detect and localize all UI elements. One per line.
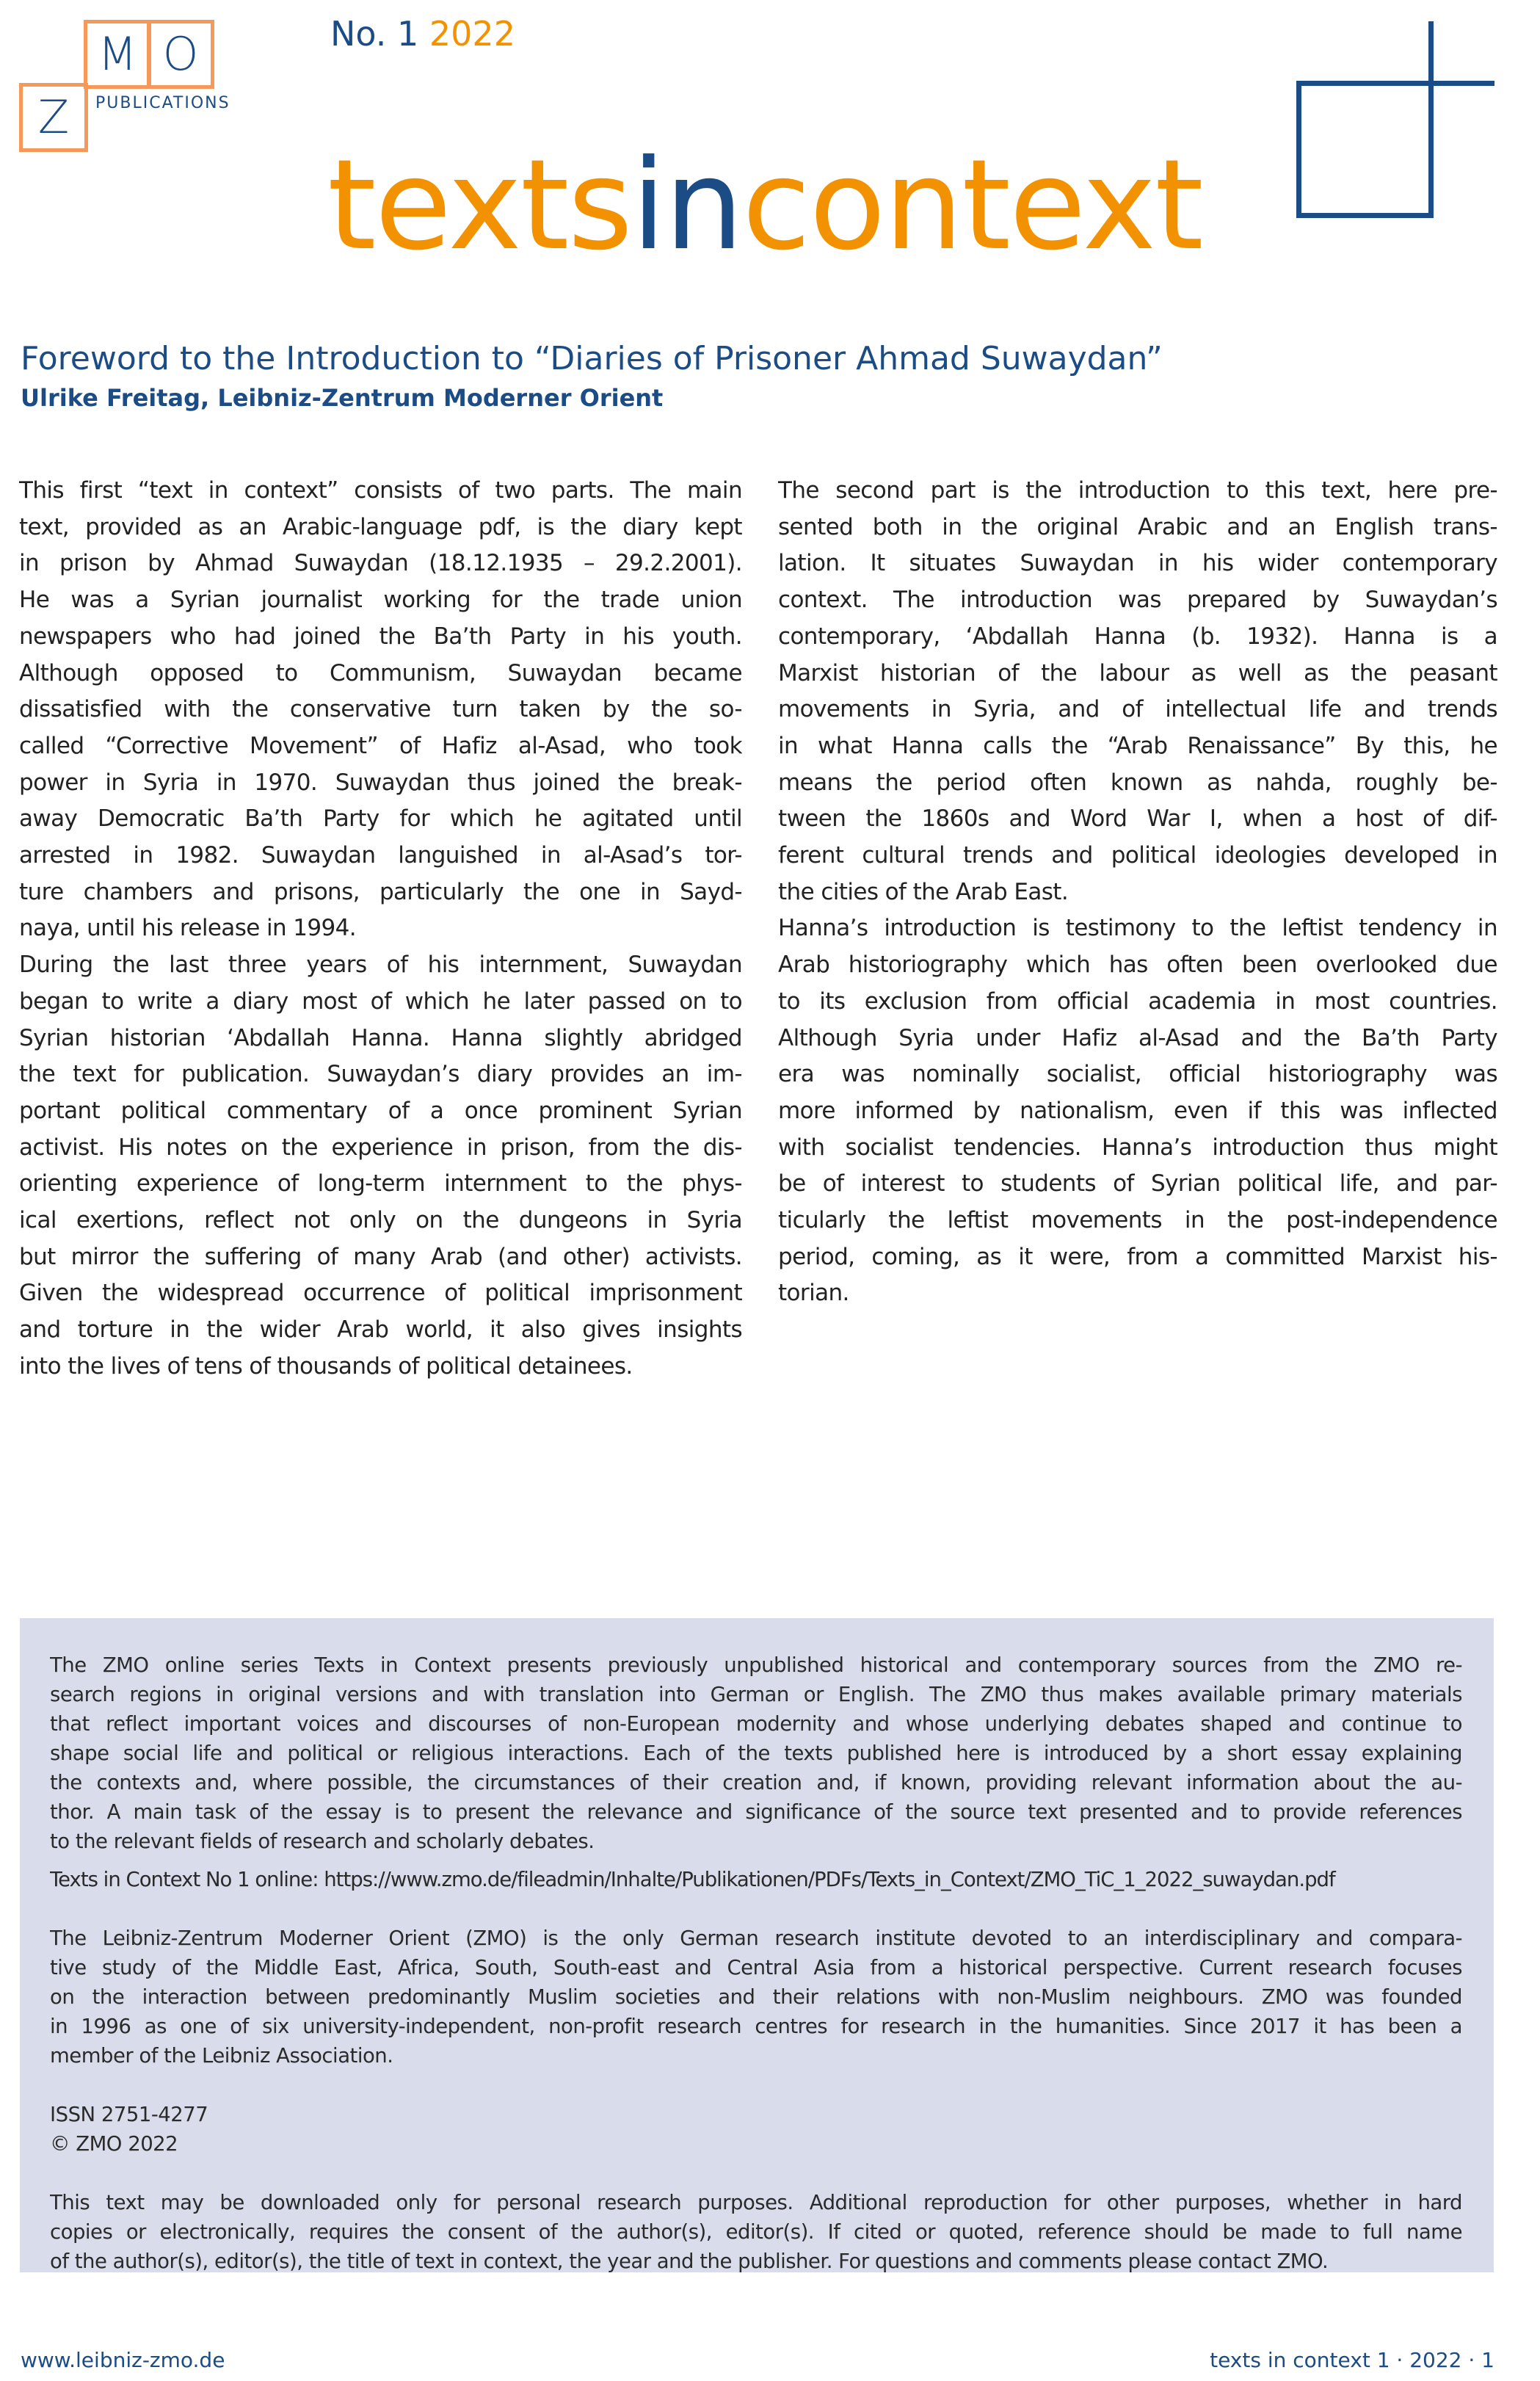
- info-box-content: [50, 1650, 1462, 2276]
- info-text-line: that reflect important voices and discourses of non-European modernity and whose underlying debates shaped and continue to: [50, 1712, 1462, 1736]
- issn: ISSN 2751-4277: [50, 2103, 208, 2126]
- issue-year: 2022: [429, 14, 515, 54]
- info-text-line: thor. A main task of the essay is to present the relevance and significance of the source text presented and to provide references: [50, 1800, 1462, 1824]
- body-text-line: Arab historiography which has often been overlooked due: [778, 952, 1497, 979]
- body-text-line: context. The introduction was prepared by Suwaydan’s: [778, 587, 1497, 614]
- corner-square-icon: [1248, 15, 1512, 228]
- issue-number: No. 1: [330, 14, 419, 54]
- body-text-line: lation. It situates Suwaydan in his wider contemporary: [778, 550, 1497, 577]
- body-text-line: period, coming, as it were, from a committed Marxist his-: [778, 1243, 1497, 1270]
- body-text-line: portant political commentary of a once prominent Syrian: [19, 1097, 742, 1124]
- footer-page-label: texts in context 1 · 2022 · 1: [1210, 2348, 1494, 2372]
- body-text-line: The second part is the introduction to this text, here pre-: [778, 477, 1497, 504]
- body-text-line: more informed by nationalism, even if this was inflected: [778, 1097, 1497, 1124]
- body-text-line: away Democratic Ba’th Party for which he agitated until: [19, 805, 742, 833]
- body-text-line: dissatisfied with the conservative turn taken by the so-: [19, 696, 742, 723]
- body-text-line: This first “text in context” consists of two parts. The main: [19, 477, 742, 504]
- logo-box-z: [19, 83, 88, 152]
- info-text-line: of the author(s), editor(s), the title of text in context, the year and the publisher. For questions and comments please contact ZMO.: [50, 2250, 1329, 2273]
- online-link-line: [50, 1865, 1462, 1894]
- body-column-right: [778, 473, 1497, 1312]
- body-text-line: ticularly the leftist movements in the post-independence: [778, 1207, 1497, 1234]
- body-text-line: During the last three years of his internment, Suwaydan: [19, 952, 742, 979]
- body-text-line: be of interest to students of Syrian political life, and par-: [778, 1170, 1497, 1197]
- body-text-line: Marxist historian of the labour as well as the peasant: [778, 659, 1497, 686]
- footer-website-link[interactable]: www.leibniz-zmo.de: [21, 2348, 225, 2372]
- body-text-line: newspapers who had joined the Ba’th Party in his youth.: [19, 623, 742, 650]
- body-text-line: activist. His notes on the experience in prison, from the dis-: [19, 1134, 742, 1161]
- body-text-line: ferent cultural trends and political ideologies developed in: [778, 842, 1497, 869]
- wordmark-in: in: [631, 133, 743, 278]
- info-text-line: member of the Leibniz Association.: [50, 2044, 393, 2067]
- wordmark-texts: texts: [327, 133, 632, 278]
- logo-letter-z: Z: [37, 90, 70, 144]
- info-text-line: tive study of the Middle East, Africa, South, South-east and Central Asia from a historical perspective. Current research focuses: [50, 1956, 1462, 1979]
- body-text-line: He was a Syrian journalist working for the trade union: [19, 587, 742, 614]
- body-text-line: Syrian historian ‘Abdallah Hanna. Hanna slightly abridged: [19, 1024, 742, 1051]
- body-column-left: [19, 473, 742, 1385]
- body-text-line: to its exclusion from official academia in most countries.: [778, 987, 1497, 1015]
- body-text-line: the text for publication. Suwaydan’s diary provides an im-: [19, 1061, 742, 1088]
- body-text-line: means the period often known as nahda, roughly be-: [778, 769, 1497, 796]
- copyright: © ZMO 2022: [50, 2132, 178, 2156]
- body-text-line: Although opposed to Communism, Suwaydan became: [19, 659, 742, 686]
- wordmark-context: context: [742, 133, 1202, 278]
- zmo-description: [50, 1924, 1462, 2070]
- body-text-line: torian.: [778, 1280, 849, 1307]
- body-text-line: tween the 1860s and Word War I, when a host of dif-: [778, 805, 1497, 833]
- body-text-line: arrested in 1982. Suwaydan languished in al-Asad’s tor-: [19, 842, 742, 869]
- info-text-line: This text may be downloaded only for personal research purposes. Additional reproduction for other purposes, whether in hard: [50, 2191, 1462, 2214]
- series-description: [50, 1650, 1462, 1856]
- body-text-line: in what Hanna calls the “Arab Renaissance” By this, he: [778, 732, 1497, 759]
- body-text-line: in prison by Ahmad Suwaydan (18.12.1935 – 29.2.2001).: [19, 550, 742, 577]
- body-text-line: Given the widespread occurrence of political imprisonment: [19, 1280, 742, 1307]
- body-text-line: text, provided as an Arabic-language pdf, is the diary kept: [19, 513, 742, 540]
- info-text-line: search regions in original versions and with translation into German or English. The ZMO thus makes available primary materials: [50, 1683, 1462, 1706]
- logo-letter-m: M: [98, 27, 137, 81]
- info-text-line: copies or electronically, requires the consent of the author(s), editor(s). If cited or quoted, reference should be made to full name: [50, 2220, 1462, 2244]
- article-title: Foreword to the Introduction to “Diaries of Prisoner Ahmad Suwaydan”: [21, 340, 1163, 378]
- logo-letter-o: O: [162, 27, 199, 81]
- info-text-line: shape social life and political or religious interactions. Each of the texts published here is introduced by a short essay explaining: [50, 1742, 1462, 1765]
- info-text-line: in 1996 as one of six university-independent, non-profit research centres for research in the humanities. Since 2017 it has been a: [50, 2015, 1462, 2038]
- info-text-line: to the relevant fields of research and scholarly debates.: [50, 1830, 595, 1853]
- body-text-line: Although Syria under Hafiz al-Asad and the Ba’th Party: [778, 1024, 1497, 1051]
- body-text-line: ical exertions, reflect not only on the dungeons in Syria: [19, 1207, 742, 1234]
- body-text-line: era was nominally socialist, official historiography was: [778, 1061, 1497, 1088]
- info-text-line: The Leibniz-Zentrum Moderner Orient (ZMO) is the only German research institute devoted to an interdisciplinary and compara-: [50, 1927, 1462, 1950]
- article-author: Ulrike Freitag, Leibniz-Zentrum Moderner Orient: [21, 384, 664, 412]
- body-text-line: called “Corrective Movement” of Hafiz al-Asad, who took: [19, 732, 742, 759]
- body-text-line: movements in Syria, and of intellectual life and trends: [778, 696, 1497, 723]
- logo-publications-label: PUBLICATIONS: [95, 94, 230, 112]
- body-text-line: contemporary, ‘Abdallah Hanna (b. 1932). Hanna is a: [778, 623, 1497, 650]
- body-text-line: and torture in the wider Arab world, it also gives insights: [19, 1316, 742, 1344]
- body-text-line: orienting experience of long-term internment to the phys-: [19, 1170, 742, 1197]
- body-text-line: sented both in the original Arabic and an English trans-: [778, 513, 1497, 540]
- issue-label: [330, 13, 515, 54]
- series-info-box: [20, 1618, 1494, 2272]
- body-text-line: power in Syria in 1970. Suwaydan thus joined the break-: [19, 769, 742, 796]
- rights-notice: [50, 2188, 1462, 2276]
- logo-box-o: [147, 20, 214, 89]
- info-text-line: on the interaction between predominantly Muslim societies and their relations with non-Muslim neighbours. ZMO was founded: [50, 1985, 1462, 2009]
- body-text-line: the cities of the Arab East.: [778, 878, 1069, 905]
- body-text-line: into the lives of tens of thousands of political detainees.: [19, 1352, 633, 1380]
- series-wordmark: [327, 117, 1202, 294]
- logo-box-m: [84, 20, 151, 89]
- body-text-line: but mirror the suffering of many Arab (and other) activists.: [19, 1243, 742, 1270]
- info-text-line: the contexts and, where possible, the circumstances of their creation and, if known, providing relevant information about the au-: [50, 1771, 1462, 1794]
- online-label: Texts in Context No 1 online:: [50, 1868, 319, 1891]
- issn-block: [50, 2100, 1462, 2159]
- online-link-text: [50, 1865, 1462, 1894]
- body-text-line: Hanna’s introduction is testimony to the leftist tendency in: [778, 915, 1497, 942]
- info-text-line: The ZMO online series Texts in Context presents previously unpublished historical and contemporary sources from the ZMO re-: [50, 1653, 1462, 1677]
- body-text-line: naya, until his release in 1994.: [19, 915, 357, 942]
- body-text-line: with socialist tendencies. Hanna’s introduction thus might: [778, 1134, 1497, 1161]
- body-text-line: ture chambers and prisons, particularly the one in Sayd-: [19, 878, 742, 905]
- body-text-line: began to write a diary most of which he later passed on to: [19, 987, 742, 1015]
- online-url-link[interactable]: https://www.zmo.de/fileadmin/Inhalte/Publikationen/PDFs/Texts_in_Context/ZMO_TiC_1_2022_suwaydan.pdf: [324, 1868, 1335, 1891]
